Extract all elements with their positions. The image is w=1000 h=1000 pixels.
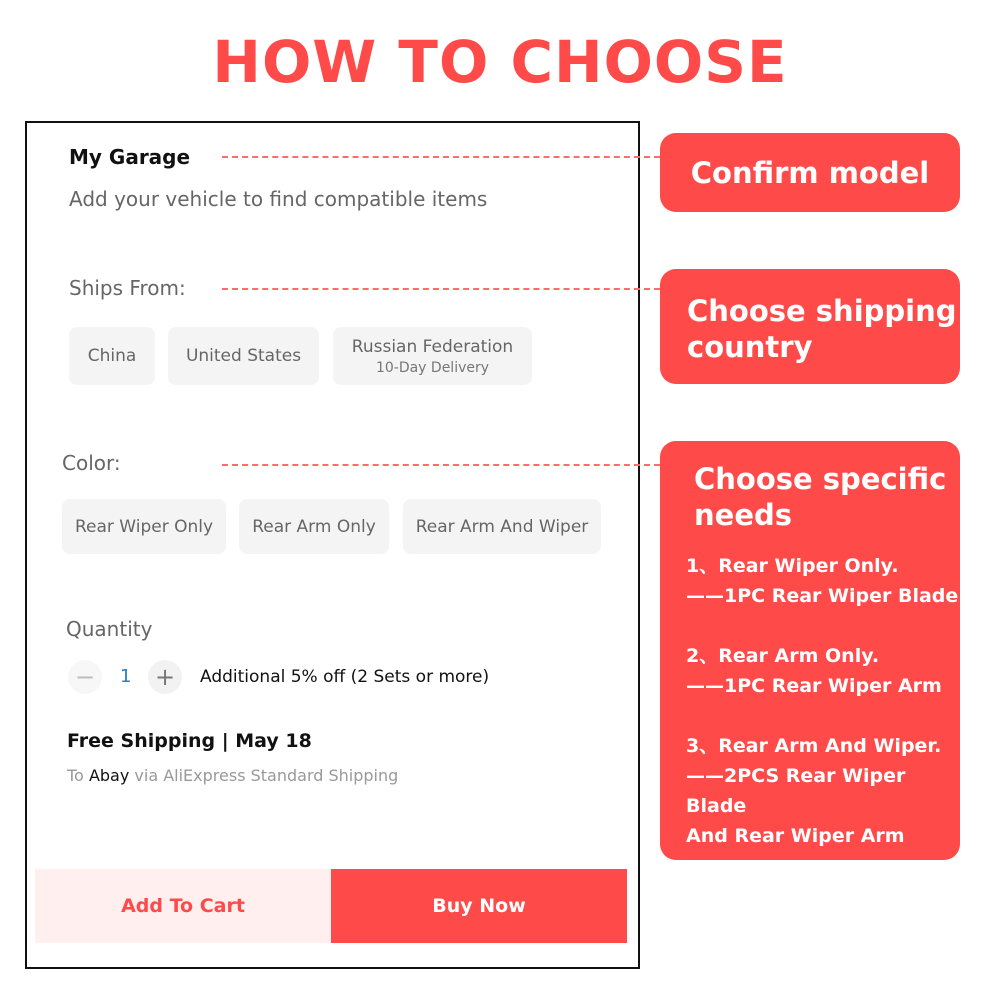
shipping-destination[interactable]: Abay <box>88 766 130 785</box>
product-options-panel <box>25 121 640 969</box>
callout-needs-line2: needs <box>694 498 793 532</box>
garage-subtitle[interactable]: Add your vehicle to find compatible items <box>69 187 488 211</box>
callout-shipping-country <box>660 269 960 384</box>
color-option-label: Rear Wiper Only <box>74 516 214 537</box>
leader-line-shipping <box>222 288 660 290</box>
quantity-value[interactable]: 1 <box>120 666 132 687</box>
option-note: ——2PCS Rear Wiper Blade <box>686 765 906 817</box>
garage-title[interactable]: My Garage <box>69 145 191 169</box>
callout-shipping-line2: country <box>687 330 813 364</box>
callout-needs-line1: Choose specific <box>694 462 947 496</box>
shipping-prefix: To <box>67 766 84 785</box>
ship-option-label: United States <box>185 346 302 366</box>
shipping-method: via AliExpress Standard Shipping <box>134 766 399 785</box>
color-option-rear-arm-only[interactable] <box>239 499 389 554</box>
ship-option-united-states[interactable] <box>168 327 319 385</box>
option-note: ——1PC Rear Wiper Blade <box>686 585 959 607</box>
shipping-headline: Free Shipping | May 18 <box>67 730 312 752</box>
decrease-quantity-button[interactable] <box>68 660 102 694</box>
page-title: HOW TO CHOOSE <box>212 28 788 96</box>
color-label: Color: <box>62 451 121 475</box>
ships-from-label: Ships From: <box>69 276 186 300</box>
color-option-rear-wiper-only[interactable] <box>62 499 226 554</box>
option-note: 3、Rear Arm And Wiper. <box>686 735 942 757</box>
add-to-cart-button[interactable]: Add To Cart <box>35 869 331 943</box>
delivery-time: 10-Day Delivery <box>375 359 490 376</box>
callout-confirm-model <box>660 133 960 212</box>
option-note: And Rear Wiper Arm <box>686 825 905 847</box>
buy-now-button[interactable]: Buy Now <box>331 869 627 943</box>
ship-option-russian-federation[interactable] <box>333 327 532 385</box>
option-note: ——1PC Rear Wiper Arm <box>686 675 942 697</box>
option-note: 2、Rear Arm Only. <box>686 645 880 667</box>
color-option-rear-arm-and-wiper[interactable] <box>403 499 601 554</box>
ship-option-china[interactable] <box>69 327 155 385</box>
option-note: 1、Rear Wiper Only. <box>686 555 899 577</box>
quantity-label: Quantity <box>66 617 153 641</box>
callout-model-text: Confirm model <box>690 155 930 190</box>
ship-option-label: China <box>87 346 137 366</box>
shipping-details <box>67 766 398 785</box>
leader-line-model <box>222 156 660 158</box>
color-option-label: Rear Arm And Wiper <box>415 516 589 537</box>
minus-icon: − <box>74 663 96 691</box>
color-option-label: Rear Arm Only <box>252 516 376 537</box>
plus-icon: + <box>154 663 176 691</box>
callout-shipping-line1: Choose shipping <box>687 294 957 328</box>
callout-specific-needs <box>660 441 960 860</box>
ship-option-label: Russian Federation <box>351 336 514 357</box>
leader-line-needs <box>222 464 660 466</box>
increase-quantity-button[interactable] <box>148 660 182 694</box>
quantity-discount: Additional 5% off (2 Sets or more) <box>200 667 490 687</box>
